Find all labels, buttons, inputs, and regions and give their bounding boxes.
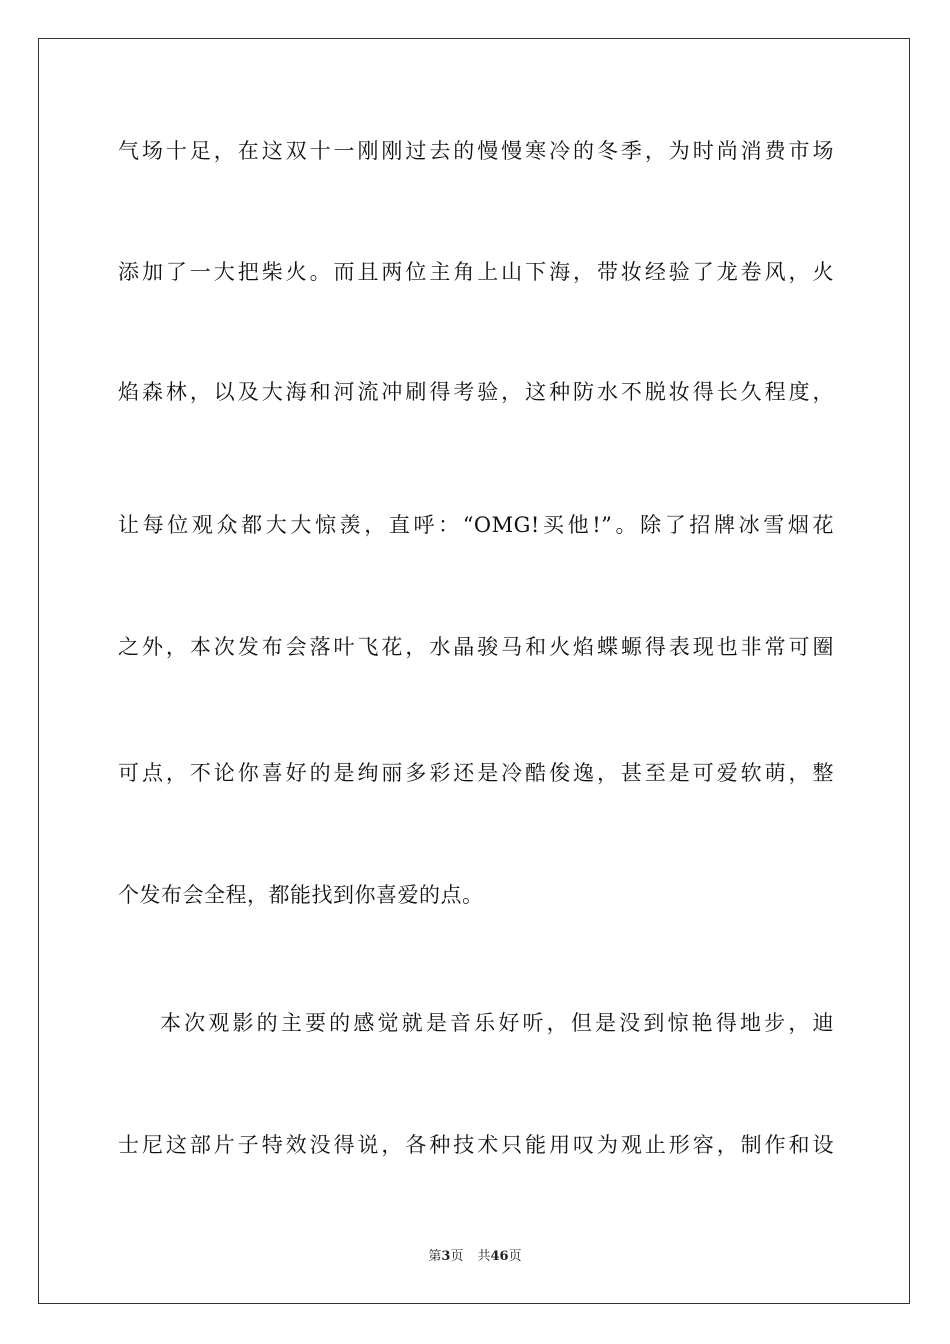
page-footer: [0, 1248, 950, 1266]
body-text-line: 添加了一大把柴火。而且两位主角上山下海，带妆经验了龙卷风，火: [118, 260, 834, 284]
page-prefix: 第: [428, 1249, 442, 1264]
body-text-line: 之外，本次发布会落叶飞花，水晶骏马和火焰蝶螈得表现也非常可圈: [118, 635, 834, 659]
page-border: [38, 38, 910, 1304]
total-page-count: 46: [490, 1249, 509, 1264]
body-text-line: 让每位观众都大大惊羡，直呼：“OMG!买他!”。除了招牌冰雪烟花: [118, 513, 834, 537]
total-suffix: 页: [508, 1249, 522, 1264]
body-text-line: 士尼这部片子特效没得说，各种技术只能用叹为观止形容，制作和设: [118, 1133, 834, 1157]
body-text-line: 焰森林，以及大海和河流冲刷得考验，这种防水不脱妆得长久程度，: [118, 380, 834, 404]
body-text-line: 可点，不论你喜好的是绚丽多彩还是冷酷俊逸，甚至是可爱软萌，整: [118, 761, 834, 785]
page-suffix: 页: [450, 1249, 464, 1264]
paragraph-start-line: 本次观影的主要的感觉就是音乐好听，但是没到惊艳得地步，迪: [160, 1011, 834, 1035]
total-prefix: 共: [477, 1249, 491, 1264]
body-text-line: 个发布会全程，都能找到你喜爱的点。: [118, 883, 484, 907]
current-page-number: 3: [441, 1249, 451, 1264]
body-text-line: 气场十足，在这双十一刚刚过去的慢慢寒冷的冬季，为时尚消费市场: [118, 139, 834, 163]
